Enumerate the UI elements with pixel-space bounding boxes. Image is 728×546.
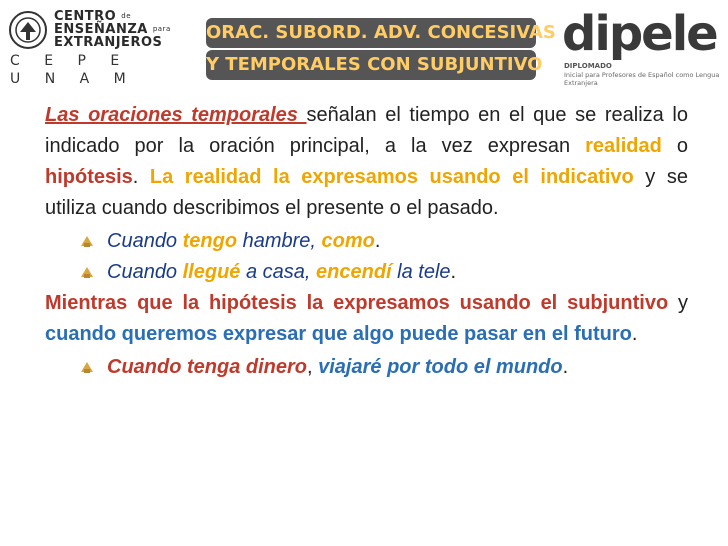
dipele-logo [562, 6, 722, 88]
bullet-icon [79, 265, 95, 279]
unam-letters: U N A M [10, 71, 136, 87]
dipele-wordmark: dipele [562, 6, 717, 62]
bullet-icon [79, 360, 95, 374]
paragraph-temporales: Las oraciones temporales señalan el tiempo en el que se realiza lo indicado por la oración principal, a la vez expresan realidad o hipótesis. La realidad la expresamos usando el indicativo y se utiliza cuando describimos el presente o el pasado. [45, 104, 688, 219]
title-line-2: Y TEMPORALES CON SUBJUNTIVO [206, 50, 536, 80]
cepe-unam-logo [8, 10, 183, 85]
unam-seal-icon [8, 10, 48, 50]
slide-content [45, 100, 688, 383]
list-item: Cuando tenga dinero, viajaré por todo el mundo. [65, 352, 688, 383]
title-line-1: ORAC. SUBORD. ADV. CONCESIVAS [206, 18, 536, 48]
list-item: Cuando tengo hambre, como. [65, 226, 688, 257]
dipele-description: Inicial para Profesores de Español como Lengua Extranjera [564, 71, 720, 87]
dipele-subtitle: DIPLOMADO [564, 62, 612, 70]
examples-subjuntivo [45, 352, 688, 383]
header [0, 0, 728, 95]
list-item: Cuando llegué a casa, encendí la tele. [65, 257, 688, 288]
slide-title [206, 18, 556, 80]
paragraph-hipotesis: Mientras que la hipótesis la expresamos usando el subjuntivo y cuando queremos expresar que algo puede pasar en el futuro. [45, 292, 688, 345]
cepe-title: CENTRO $^{de}$ ENSEÑANZA $^{para}$ EXTRANJEROS [54, 9, 171, 50]
bullet-icon [79, 234, 95, 248]
examples-indicativo [45, 226, 688, 288]
cepe-letters: C E P E [10, 53, 130, 69]
